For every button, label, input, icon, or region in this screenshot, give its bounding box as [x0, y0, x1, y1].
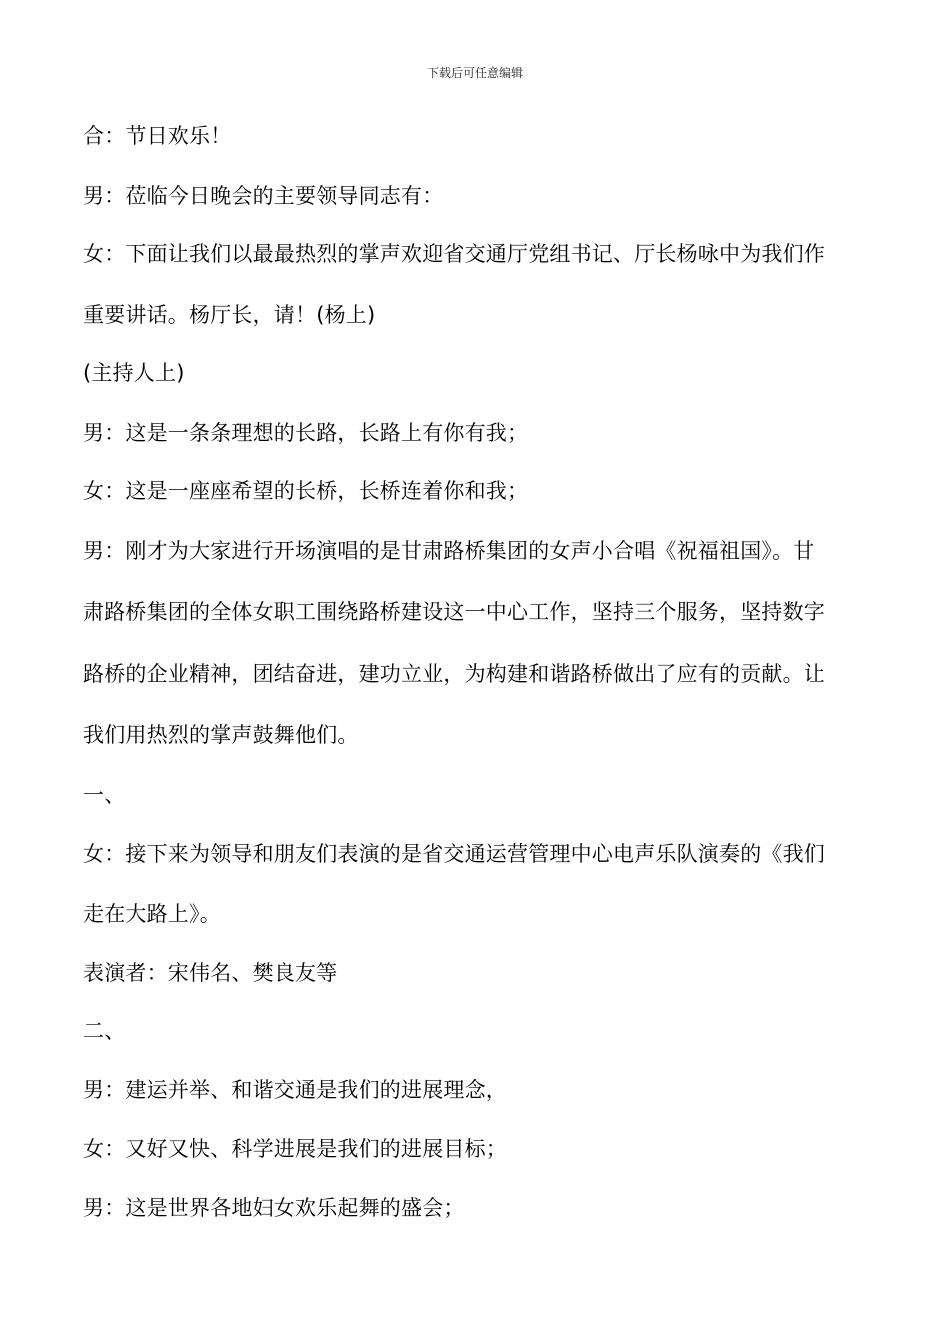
- text-line: 肃路桥集团的全体女职工围绕路桥建设这一中心工作，坚持三个服务，坚持数字: [83, 600, 825, 624]
- text-line: (主持人上): [83, 361, 185, 385]
- text-line: 二、: [83, 1019, 126, 1043]
- text-line: 女：下面让我们以最最热烈的掌声欢迎省交通厅党组书记、厅长杨咏中为我们作: [83, 242, 825, 266]
- text-line: 合：节日欢乐！: [83, 124, 232, 148]
- page-header: 下载后可任意编辑: [426, 66, 523, 80]
- text-line: 男：莅临今日晚会的主要领导同志有：: [83, 184, 444, 208]
- text-line: 我们用热烈的掌声鼓舞他们。: [83, 723, 359, 747]
- text-line: 女：又好又快、科学进展是我们的进展目标；: [83, 1137, 507, 1161]
- text-line: 重要讲话。杨厅长，请！(杨上): [83, 303, 376, 327]
- text-line: 走在大路上》。: [83, 902, 221, 926]
- text-line: 女：接下来为领导和朋友们表演的是省交通运营管理中心电声乐队演奏的《我们: [83, 842, 825, 866]
- text-line: 男：建运并举、和谐交通是我们的进展理念，: [83, 1078, 507, 1102]
- text-line: 男：这是世界各地妇女欢乐起舞的盛会；: [83, 1196, 465, 1220]
- text-line: 男：刚才为大家进行开场演唱的是甘肃路桥集团的女声小合唱《祝福祖国》。甘: [83, 539, 815, 563]
- text-line: 女：这是一座座希望的长桥，长桥连着你和我；: [83, 479, 529, 503]
- text-line: 男：这是一条条理想的长路，长路上有你有我；: [83, 421, 529, 445]
- text-line: 路桥的企业精神，团结奋进，建功立业，为构建和谐路桥做出了应有的贡献。让: [83, 662, 825, 686]
- text-line: 一、: [83, 783, 126, 807]
- text-line: 表演者：宋伟名、樊良友等: [83, 961, 338, 985]
